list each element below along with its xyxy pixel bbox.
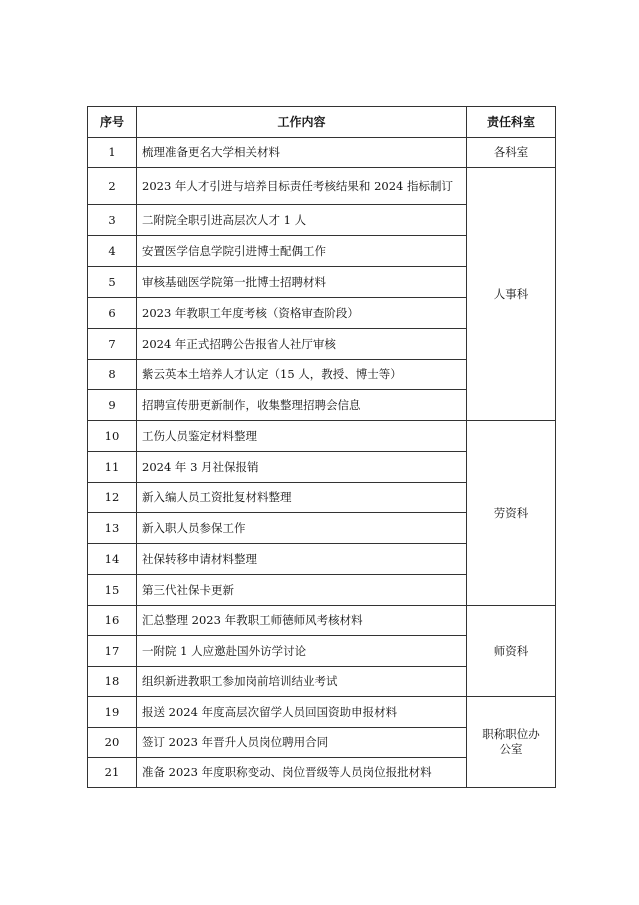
dept-label: 职称职位办公室 <box>482 727 540 756</box>
row-number: 16 <box>88 606 137 636</box>
row-content: 组织新进教职工参加岗前培训结业考试 <box>137 667 467 697</box>
row-content: 汇总整理 2023 年教职工师德师风考核材料 <box>137 606 467 636</box>
header-row <box>88 107 556 138</box>
row-number: 17 <box>88 636 137 667</box>
row-content: 安置医学信息学院引进博士配偶工作 <box>137 236 467 267</box>
table-row <box>88 421 556 452</box>
row-content: 工伤人员鉴定材料整理 <box>137 421 467 452</box>
row-content: 第三代社保卡更新 <box>137 575 467 606</box>
row-content: 签订 2023 年晋升人员岗位聘用合同 <box>137 728 467 758</box>
row-number: 21 <box>88 758 137 788</box>
row-content: 一附院 1 人应邀赴国外访学讨论 <box>137 636 467 667</box>
row-content: 二附院全职引进高层次人才 1 人 <box>137 205 467 236</box>
row-content: 准备 2023 年度职称变动、岗位晋级等人员岗位报批材料 <box>137 758 467 788</box>
responsible-dept <box>467 421 556 606</box>
row-number: 2 <box>88 168 137 205</box>
row-number: 6 <box>88 298 137 329</box>
table-row <box>88 697 556 728</box>
dept-label: 师资科 <box>493 643 529 658</box>
row-number: 4 <box>88 236 137 267</box>
row-number: 15 <box>88 575 137 606</box>
row-content: 招聘宣传册更新制作，收集整理招聘会信息 <box>137 390 467 421</box>
row-number: 3 <box>88 205 137 236</box>
work-table <box>87 106 556 788</box>
dept-label: 劳资科 <box>493 505 529 520</box>
row-content: 报送 2024 年度高层次留学人员回国资助申报材料 <box>137 697 467 728</box>
row-number: 5 <box>88 267 137 298</box>
row-number: 14 <box>88 544 137 575</box>
row-content: 2024 年 3 月社保报销 <box>137 452 467 483</box>
table-body <box>88 138 556 788</box>
dept-label: 各科室 <box>493 145 529 159</box>
row-number: 11 <box>88 452 137 483</box>
responsible-dept <box>467 606 556 697</box>
row-number: 18 <box>88 667 137 697</box>
row-number: 8 <box>88 360 137 390</box>
table-row <box>88 168 556 205</box>
responsible-dept <box>467 697 556 788</box>
row-content: 梳理准备更名大学相关材料 <box>137 138 467 168</box>
header-dept: 责任科室 <box>467 107 556 138</box>
row-number: 9 <box>88 390 137 421</box>
row-number: 19 <box>88 697 137 728</box>
header-no: 序号 <box>88 107 137 138</box>
row-content: 审核基础医学院第一批博士招聘材料 <box>137 267 467 298</box>
table-row <box>88 138 556 168</box>
row-number: 20 <box>88 728 137 758</box>
responsible-dept <box>467 168 556 421</box>
row-number: 12 <box>88 483 137 513</box>
row-content: 2024 年正式招聘公告报省人社厅审核 <box>137 329 467 360</box>
row-content: 新入职人员参保工作 <box>137 513 467 544</box>
row-content: 2023 年教职工年度考核（资格审查阶段） <box>137 298 467 329</box>
dept-label: 人事科 <box>493 286 529 301</box>
row-number: 1 <box>88 138 137 168</box>
row-content: 社保转移申请材料整理 <box>137 544 467 575</box>
row-number: 10 <box>88 421 137 452</box>
row-content: 2023 年人才引进与培养目标责任考核结果和 2024 指标制订 <box>137 168 467 205</box>
table-row <box>88 606 556 636</box>
responsible-dept <box>467 138 556 168</box>
row-content: 新入编人员工资批复材料整理 <box>137 483 467 513</box>
header-content: 工作内容 <box>137 107 467 138</box>
row-content: 紫云英本土培养人才认定（15 人，教授、博士等） <box>137 360 467 390</box>
row-number: 7 <box>88 329 137 360</box>
row-number: 13 <box>88 513 137 544</box>
